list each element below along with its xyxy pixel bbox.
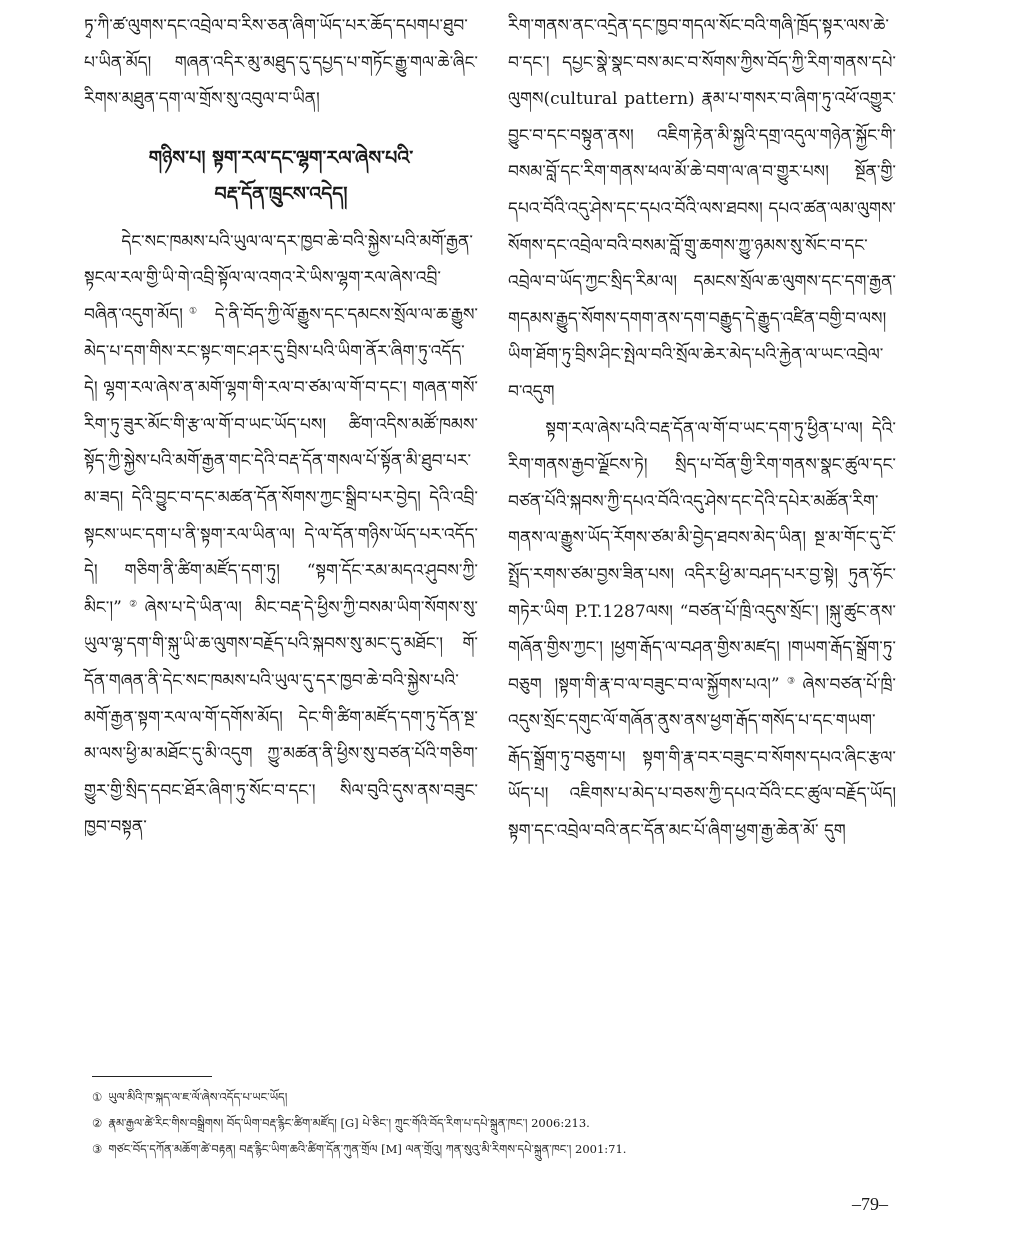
page-number: –79– — [852, 1194, 888, 1214]
section-heading-line1: གཉིས་པ། སྟག་རལ་དང་ལྷག་རལ་ཞེས་པའི་ — [148, 146, 414, 169]
left-paragraph-main-end: ཞེས་པ་དེ་ཡིན་ལ། མིང་བརྡ་དེ་ཕྱིས་ཀྱི་བསམ་ཡིག་སོགས་སུ་ཡུལ་ལྷ་དག་གི་སྐུ་ཡི་ཆ་ལུགས་བརྗོད་པའི་སྐབས་སུ་མང་དུ་མཐོང་། གོ་དོན་གཞན་ནི་དེང་སང་ཁམས་པའི་ཡུལ་དུ་དར་ཁྱབ་ཆེ་བའི་སྐྱེས་པའི་མགོ་རྒྱན་སྟག་རལ་ལ་གོ་དགོས་མོད། དེང་གི་ཚིག་མཛོད་དག་ཏུ་དོན་སྔ་མ་ལས་ཕྱི་མ་མཐོང་དུ་མི་འདུག ཀྱུ་མཚན་ནི་ཕྱིས་སུ་བཙན་པོའི་གཅིག་གྱུར་གྱི་སྲིད་དབང་ཐོར་ཞིག་ཏུ་སོང་བ་དང་། སིལ་བུའི་དུས་ནས་བཟུང་ཁྱབ་བསྟན་ — [84, 597, 478, 838]
footnote-2-text: རྣམ་རྒྱལ་ཚེ་རིང་གིས་བསྒྲིགས། བོད་ཡིག་བརྡ་རྙིང་ཚིག་མཛོད། [G] པེ་ཅིང་། ཀྲུང་གོའི་བོད་རིག་པ་དཔེ་སྐྲུན་ཁང་། 2006:213. — [108, 1116, 590, 1130]
footnote-1 — [92, 1084, 912, 1110]
footnote-1-marker: ① — [92, 1090, 103, 1104]
left-paragraph-main-cont: དེ་ནི་བོད་ཀྱི་ལོ་རྒྱུས་དང་དམངས་སྲོལ་ལ་ཆ་རྒྱུས་མེད་པ་དག་གིས་རང་སྟང་གང་ཤར་དུ་བྲིས་པའི་ཡིག་ནོར་ཞིག་ཏུ་འདོད་དེ། ལྷག་རལ་ཞེས་ན་མགོ་ལྷག་གི་རལ་བ་ཙམ་ལ་གོ་བ་དང་། གཞན་གསོ་རིག་ཏུ་ཟུར་མོང་གི་རྩ་ལ་གོ་བ་ཡང་ཡོད་པས། ཚིག་འདིས་མཚོ་ཁམས་སྟོད་ཀྱི་སྐྱེས་པའི་མགོ་རྒྱན་གང་དེའི་བརྡ་དོན་གསལ་པོ་སྟོན་མི་ཐུབ་པར་མ་ཟད། དེའི་བྱུང་བ་དང་མཚན་དོན་སོགས་ཀྱང་སྒྲིབ་པར་བྱེད། དེའི་འབྲི་སྟངས་ཡང་དག་པ་ནི་སྟག་རལ་ཡིན་ལ། དེ་ལ་དོན་གཉིས་ཡོད་པར་འདོད་དེ། གཅིག་ནི་ཚིག་མཛོད་དག་ཏུ། “སྟག་དོང་རམ་མདའ་ཤུབས་ཀྱི་མིང་།” — [84, 304, 478, 618]
footnote-divider — [92, 1076, 212, 1077]
left-paragraph-main-start: དེང་སང་ཁམས་པའི་ཡུལ་ལ་དར་ཁྱབ་ཆེ་བའི་སྐྱེས་པའི་མགོ་རྒྱན་སྟངལ་རལ་གྱི་ཡི་གེ་འབྲི་སྟོལ་ལ་འགའ་རེ་ཡིས་ལྷག་རལ་ཞེས་འབྲི་བཞིན་འདུག་མོད། — [84, 231, 473, 325]
right-paragraph-main — [508, 411, 896, 850]
footnote-2 — [92, 1110, 912, 1136]
section-heading — [84, 140, 478, 212]
footnotes — [92, 1084, 912, 1162]
footnote-marker-3: ③ — [779, 676, 803, 687]
footnote-3-text: གཙང་བོད་དཀོན་མཆོག་ཚེ་བརྟན། བརྡ་རྙིང་ཡིག་ཆའི་ཚིག་དོན་ཀུན་གྲོལ [M] ལན་གྲོའུ། ཀན་སུའུ་མི་རིགས་དཔེ་སྐྲུན་ཁང་། 2001:71. — [108, 1142, 627, 1156]
footnote-marker-2: ② — [121, 599, 145, 610]
footnote-3 — [92, 1136, 912, 1162]
footnote-1-text: ཡུལ་མིའི་ཁ་སྐད་ལ་ཇ་ལོ་ཞེས་འདོད་པ་ཡང་ཡོད། — [108, 1090, 288, 1104]
section-heading-line2: བརྡ་དོན་ཁྲུངས་འདེད། — [214, 182, 348, 205]
right-paragraph-main-a: སྟག་རལ་ཞེས་པའི་བརྡ་དོན་ལ་གོ་བ་ཡང་དག་ཏུ་ཕྱིན་པ་ལ། དེའི་རིག་གནས་རྒྱབ་ལྗོངས་ཏེ། སྲིད་པ་བོན་གྱི་རིག་གནས་སྣང་ཚུལ་དང་བཙན་པོའི་སྐབས་ཀྱི་དཔའ་བོའི་འདུ་ཤེས་དང་དེའི་དཔེར་མཚོན་རིག་གནས་ལ་རྒྱུས་ཡོད་རོགས་ཙམ་མི་བྱེད་ཐབས་མེད་ཡིན། སྔ་མ་གོང་དུ་ངོ་སྤྲོད་རགས་ཙམ་བྱས་ཟིན་པས། འདིར་ཕྱི་མ་བཤད་པར་བྱ་སྟེ། ཏུན་ཧོང་གཏེར་ཡིག P.T.1287ལས། “བཙན་པོ་ཁྲི་འདུས་སྲོང་། །སྐུ་ཚུང་ནས་གཞོན་གྱིས་ཀྱང་། །ཕྱག་རྒོད་ལ་བཤན་གྱིས་མཛད། །གཡག་རྒོད་སྒྲོག་ཏུ་བཅུག །སྟག་གི་རྣ་བ་ལ་བཟུང་བ་ལ་སྐྱོགས་པའ།” — [508, 418, 896, 695]
footnote-2-marker: ② — [92, 1116, 103, 1130]
right-column — [508, 8, 896, 850]
footnote-marker-1: ① — [182, 306, 204, 317]
footnote-3-marker: ③ — [92, 1142, 103, 1156]
left-paragraph-top: ཏྭ་ཀི་ཚ་ལུགས་དང་འབྲེལ་བ་རིས་ཅན་ཞིག་ཡོད་པར་ཆོད་དཔགཔ་ཐུབ་པ་ཡིན་མོད། གཞན་འདིར་མུ་མཐུད་དུ་དཔྱད་པ་གཏོང་རྒྱུ་གལ་ཆེ་ཞིང་རིགས་མཐུན་དག་ལ་གྲོས་སུ་འབུལ་བ་ཡིན། — [84, 16, 478, 110]
right-paragraph-top: རིག་གནས་ནང་འདྲེན་དང་ཁྱབ་གདལ་སོང་བའི་གཞི་ཁྲོད་སྟར་ལས་ཆེ་བ་དང་། དཔྱང་སྣེ་སྣང་བས་མང་བ་སོགས་ཀྱིས་བོད་ཀྱི་རིག་གནས་དཔེ་ལུགས(cultural pattern) རྣམ་པ་གསར་བ་ཞིག་ཏུ་འཕོ་འགྱུར་བྱུང་བ་དང་བསྟུན་ནས། འཇིག་རྟེན་མི་སྐྱའི་དགྲ་འདུལ་གཉེན་སྐྱོང་གི་བསམ་བློ་དང་རིག་གནས་ཕལ་མོ་ཆེ་བག་ལ་ཞ་བ་གྱུར་པས། སྔོན་གྱི་དཔའ་བོའི་འདུ་ཤེས་དང་དཔའ་བོའི་ལས་ཐབས། དཔའ་ཚན་ལམ་ལུགས་སོགས་དང་འབྲེལ་བའི་བསམ་བློ་གྲུ་ཆགས་ཀྱུ་ཉམས་སུ་སོང་བ་དང་འབྲེལ་བ་ཡོད་ཀྱང་སྲིད་རིམ་ལ། དམངས་སྲོལ་ཆ་ལུགས་དང་དག་རྒྱན་གདམས་རྒྱུད་སོགས་དགག་ནས་དག་བརྒྱུད་དེ་རྒྱུད་འཛིན་བགྱི་བ་ལས། ཡིག་ཐོག་ཏུ་བྲིས་ཤིང་སྤེལ་བའི་སྲོལ་ཆེར་མེད་པའི་རྐྱེན་ལ་ཡང་འབྲེལ་བ་འདུག — [508, 16, 896, 402]
right-paragraph-main-b: ཞེས་བཙན་པོ་ཁྲི་འདུས་སྲོང་དགུང་ལོ་གཞོན་ནུས་ནས་ཕྱག་རྒོད་གསོད་པ་དང་གཡག་རྒོད་སྒྲོག་ཏུ་བཅུག་པ། སྟག་གི་རྣ་བར་བཟུང་བ་སོགས་དཔའ་ཞིང་རྩལ་ཡོད་པ། འཇིགས་པ་མེད་པ་བཅས་ཀྱི་དཔའ་བོའི་ངང་ཚུལ་བརྗོད་ཡོད། སྟག་དང་འབྲེལ་བའི་ནང་དོན་མང་པོ་ཞིག་ཕྱག་རྒྱ་ཆེན་མོ་ དུག — [508, 674, 896, 842]
left-column — [84, 8, 478, 846]
left-paragraph-main — [84, 224, 478, 846]
